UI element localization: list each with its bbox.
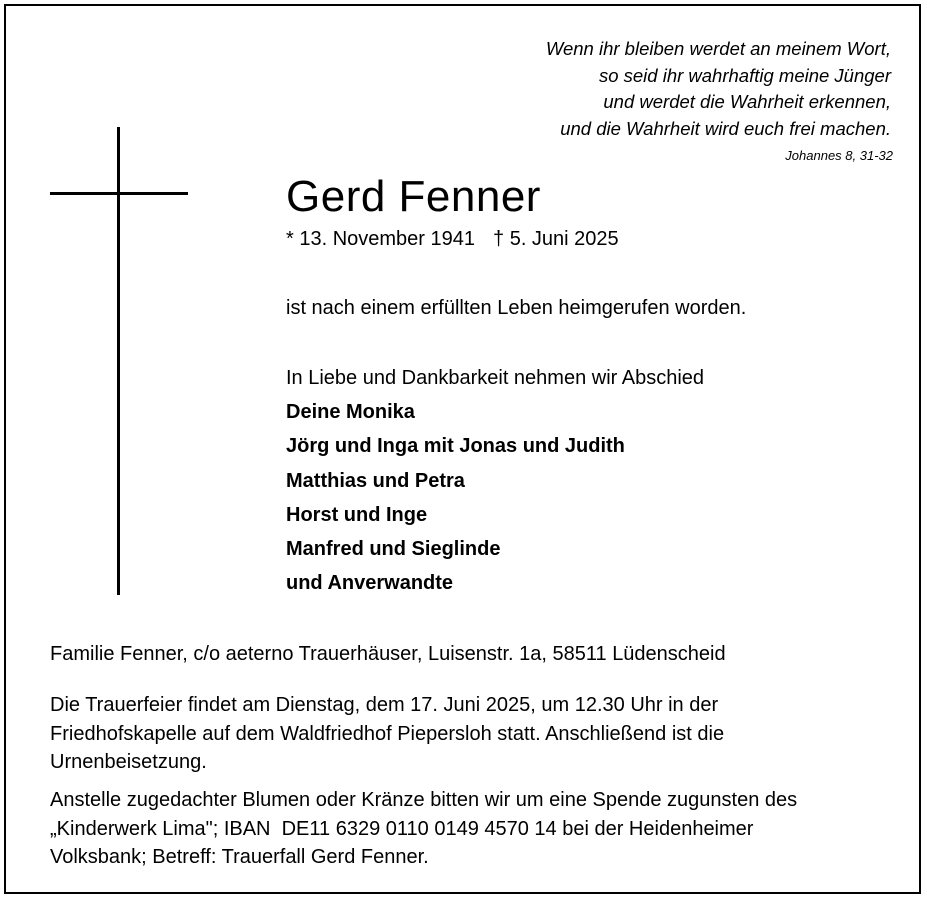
family-address: Familie Fenner, c/o aeterno Trauerhäuser, Luisenstr. 1a, 58511 Lüdenscheid — [50, 643, 726, 665]
cross-horizontal-bar — [50, 192, 188, 195]
cross-vertical-bar — [117, 127, 120, 595]
mourner-name: Matthias und Petra — [286, 469, 465, 492]
donation-line: „Kinderwerk Lima"; IBAN DE11 6329 0110 0149 4570 14 bei der Heidenheimer — [50, 817, 754, 840]
deceased-name: Gerd Fenner — [286, 172, 541, 221]
mourner-name: Jörg und Inga mit Jonas und Judith — [286, 435, 625, 458]
quote-line: und die Wahrheit wird euch frei machen. — [560, 117, 891, 139]
life-dates — [286, 226, 619, 252]
ceremony-line: Die Trauerfeier findet am Dienstag, dem 17. Juni 2025, um 12.30 Uhr in der — [50, 694, 719, 716]
donation-info — [50, 786, 890, 872]
donation-line: Volksbank; Betreff: Trauerfall Gerd Fenner. — [50, 846, 429, 868]
ceremony-line: Urnenbeisetzung. — [50, 751, 207, 773]
donation-line: Anstelle zugedachter Blumen oder Kränze bitten wir um eine Spende zugunsten des — [50, 789, 798, 811]
mourner-name: Horst und Inge — [286, 503, 428, 526]
birth-date: * 13. November 1941 — [286, 228, 476, 250]
quote-reference: Johannes 8, 31-32 — [785, 148, 893, 163]
quote-line: so seid ihr wahrhaftig meine Jünger — [598, 64, 891, 86]
quote-line: Wenn ihr bleiben werdet an meinem Wort, — [545, 38, 891, 59]
statement-text: ist nach einem erfüllten Leben heimgerufen worden. — [286, 297, 747, 319]
ceremony-info — [50, 691, 880, 777]
mourners-intro: In Liebe und Dankbarkeit nehmen wir Abschied — [286, 367, 705, 389]
mourner-name: Deine Monika — [286, 401, 415, 424]
mourners-block — [286, 361, 704, 600]
mourner-name: Manfred und Sieglinde — [286, 538, 501, 561]
bible-quote — [546, 36, 891, 142]
mourner-name: und Anverwandte — [286, 572, 454, 595]
quote-line: und werdet die Wahrheit erkennen, — [603, 91, 891, 112]
death-date: † 5. Juni 2025 — [493, 228, 619, 250]
ceremony-line: Friedhofskapelle auf dem Waldfriedhof Piepersloh statt. Anschließend ist die — [50, 722, 725, 745]
